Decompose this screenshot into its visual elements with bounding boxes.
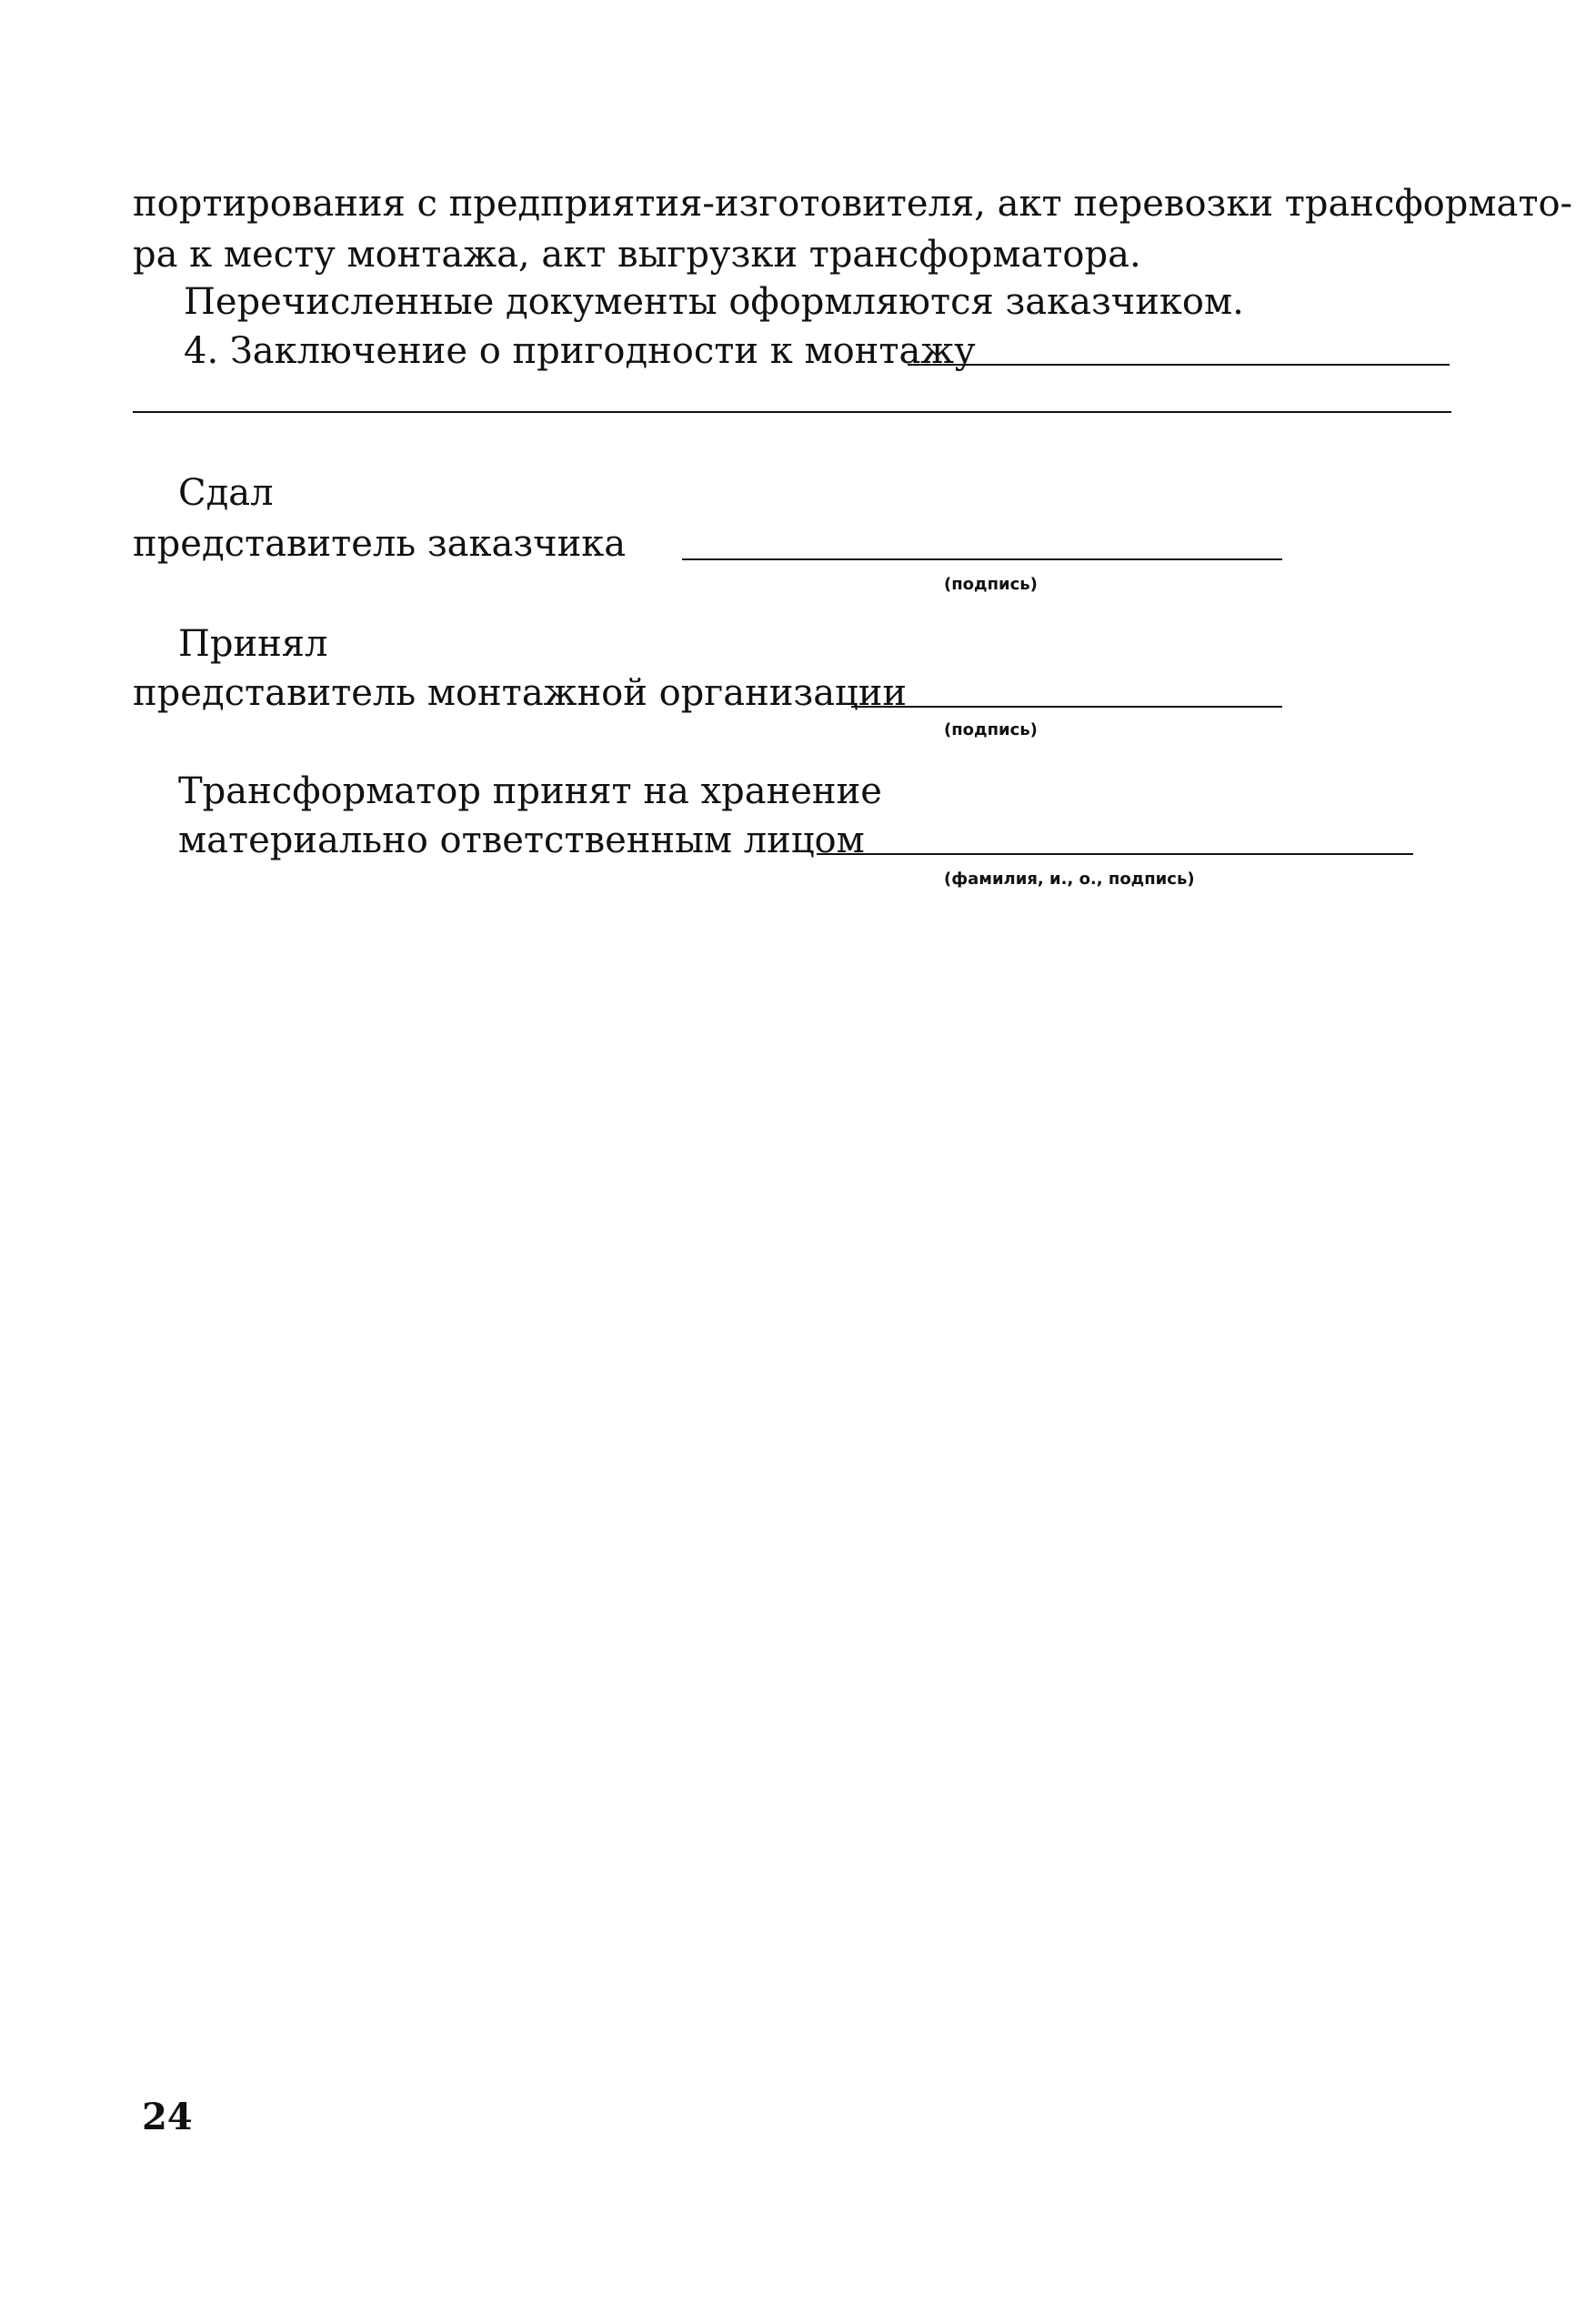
customer-representative-label: представитель заказчика (133, 523, 627, 565)
signature-caption: (подпись) (944, 575, 1038, 594)
accepted-label: Принял (178, 623, 328, 665)
installer-representative-label: представитель монтажной организации (133, 672, 908, 714)
conclusion-label: 4. Заключение о пригодности к монтажу (184, 330, 976, 372)
customer-signature-line (682, 558, 1282, 560)
conclusion-blank-line-full (133, 411, 1451, 413)
handed-label: Сдал (178, 472, 274, 514)
paragraph-line-3: Перечисленные документы оформляются заказчиком. (184, 281, 1244, 323)
paragraph-line-1: портирования с предприятия-изготовителя, акт перевозки трансформато- (133, 183, 1573, 225)
installer-signature-line (851, 706, 1282, 708)
storage-label-line-2: материально ответственным лицом (178, 820, 865, 861)
storage-signature-line (817, 853, 1413, 855)
page-number: 24 (142, 2096, 193, 2138)
paragraph-line-2: ра к месту монтажа, акт выгрузки трансформатора. (133, 234, 1141, 276)
storage-caption: (фамилия, и., о., подпись) (944, 870, 1195, 889)
signature-caption: (подпись) (944, 720, 1038, 739)
storage-label-line-1: Трансформатор принят на хранение (178, 770, 882, 812)
conclusion-blank-line (908, 364, 1450, 366)
